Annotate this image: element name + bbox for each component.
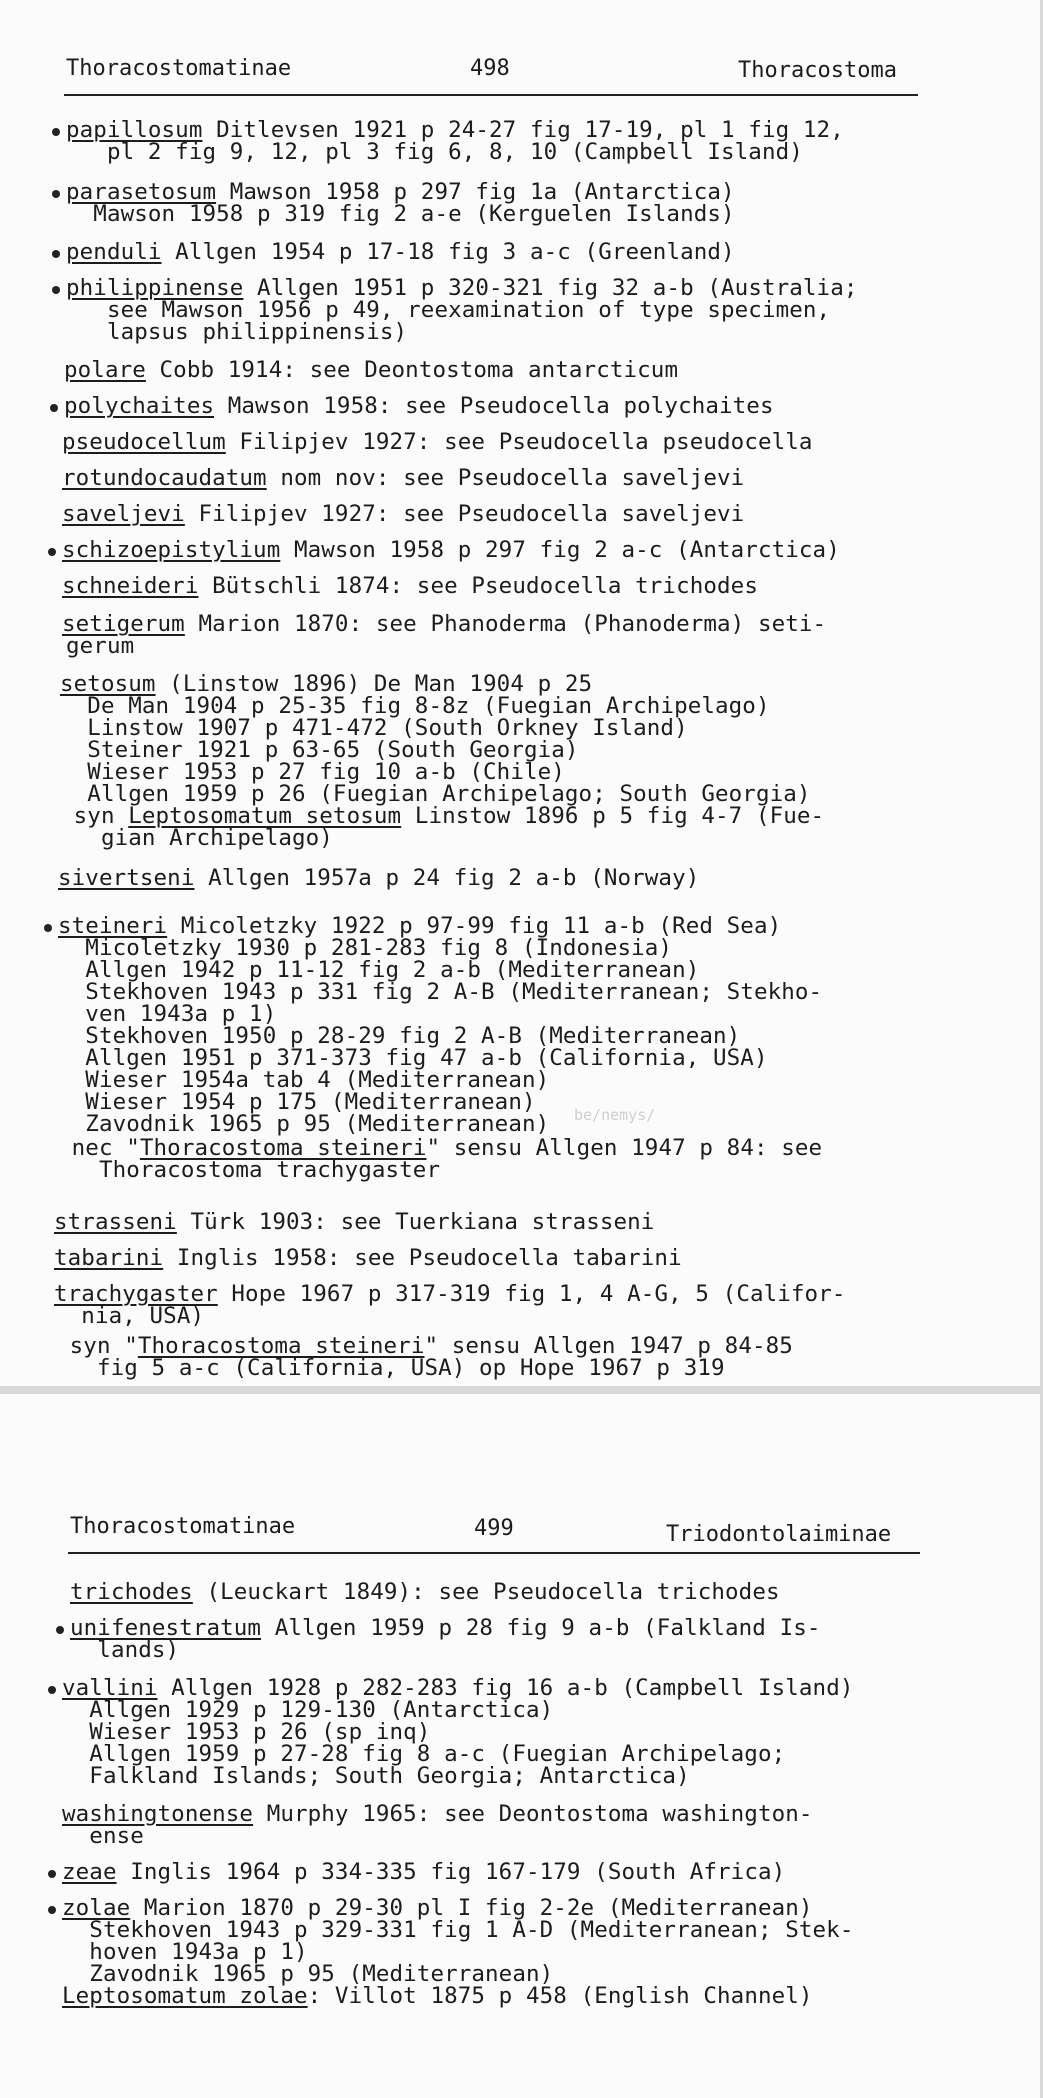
taxon-name: schizoepistylium <box>62 537 281 563</box>
citation-text: Inglis 1964 p 334-335 fig 167-179 (South Africa) <box>116 1859 786 1885</box>
citation-text: : Villot 1875 p 458 (English Channel) <box>307 1983 813 2009</box>
citation-text: Wieser 1954 p 175 (Mediterranean) <box>58 1089 536 1115</box>
citation-text: fig 5 a-c (California, USA) op Hope 1967 p 319 <box>56 1355 725 1381</box>
species-entry <box>54 1210 654 1234</box>
citation-text: Filipjev 1927: see Pseudocella saveljevi <box>184 501 745 527</box>
bullet-mark <box>52 190 60 198</box>
citation-text: Steiner 1921 p 63-65 (South Georgia) <box>60 737 579 763</box>
entry-line <box>66 202 735 226</box>
citation-text: hoven 1943a p 1) <box>62 1939 308 1965</box>
taxon-name: Leptosomatum setosum <box>128 803 402 829</box>
citation-text: Mawson 1958 p 297 fig 1a (Antarctica) <box>216 179 735 205</box>
species-entry <box>62 574 758 598</box>
species-entry <box>54 1246 682 1270</box>
species-entry <box>70 1580 780 1604</box>
taxon-name: sivertseni <box>58 865 195 891</box>
citation-text: Bütschli 1874: see Pseudocella trichodes <box>198 573 758 599</box>
taxon-name: vallini <box>62 1675 158 1701</box>
citation-text: nom nov: see Pseudocella saveljevi <box>266 465 745 491</box>
citation-text: Wieser 1953 p 26 (sp inq) <box>62 1719 431 1745</box>
citation-text: Linstow 1907 p 471-472 (South Orkney Island) <box>60 715 688 741</box>
catalogue-page-499 <box>0 1394 1040 2098</box>
citation-text: Murphy 1965: see Deontostoma washington- <box>253 1801 813 1827</box>
header-rule <box>64 94 918 96</box>
bullet-mark <box>48 548 56 556</box>
species-entry <box>66 240 735 264</box>
entry-line <box>60 826 333 850</box>
bullet-mark <box>48 1686 56 1694</box>
citation-text: Cobb 1914: see Deontostoma antarcticum <box>145 357 679 383</box>
entry-line <box>58 1112 549 1136</box>
taxon-name: zeae <box>62 1859 117 1885</box>
citation-text: Stekhoven 1943 p 331 fig 2 A-B (Mediterranean; Stekho- <box>58 979 823 1005</box>
taxon-name: trichodes <box>70 1579 193 1605</box>
citation-text: pl 2 fig 9, 12, pl 3 fig 6, 8, 10 (Campbell Island) <box>66 139 803 165</box>
citation-text: lands) <box>70 1637 180 1663</box>
header-rule <box>68 1552 920 1554</box>
entry-line <box>54 1304 204 1328</box>
bullet-mark <box>44 924 52 932</box>
entry-line <box>66 140 803 164</box>
taxon-name: trachygaster <box>54 1281 218 1307</box>
watermark-text: be/nemys/ <box>574 1106 656 1124</box>
citation-text: Zavodnik 1965 p 95 (Mediterranean) <box>62 1961 554 1987</box>
citation-text: Allgen 1959 p 27-28 fig 8 a-c (Fuegian Archipelago; <box>62 1741 786 1767</box>
bullet-mark <box>52 128 60 136</box>
citation-text: Allgen 1957a p 24 fig 2 a-b (Norway) <box>194 865 700 891</box>
citation-text: Allgen 1959 p 28 fig 9 a-b (Falkland Is- <box>261 1615 821 1641</box>
citation-text: " sensu Allgen 1947 p 84: see <box>426 1135 823 1161</box>
citation-text: gerum <box>66 633 135 659</box>
citation-text: Micoletzky 1922 p 97-99 fig 11 a-b (Red Sea) <box>167 913 782 939</box>
species-entry <box>62 538 840 562</box>
citation-text: Mawson 1958 p 297 fig 2 a-c (Antarctica) <box>280 537 840 563</box>
bullet-mark <box>48 1906 56 1914</box>
entry-line <box>62 1764 690 1788</box>
citation-text: see Mawson 1956 p 49, reexamination of type specimen, <box>66 297 831 323</box>
citation-text: Hope 1967 p 317-319 fig 1, 4 A-G, 5 (Califor- <box>217 1281 846 1307</box>
taxon-name: strasseni <box>54 1209 177 1235</box>
taxon-name: steineri <box>58 913 168 939</box>
species-entry <box>62 1860 785 1884</box>
taxon-name: polychaites <box>64 393 215 419</box>
citation-text: Wieser 1954a tab 4 (Mediterranean) <box>58 1067 550 1093</box>
citation-text: Stekhoven 1943 p 329-331 fig 1 A-D (Mediterranean; Stek- <box>62 1917 854 1943</box>
page-number: 498 <box>470 56 510 81</box>
taxon-name: penduli <box>66 239 162 265</box>
taxon-name: papillosum <box>66 117 203 143</box>
citation-text: Stekhoven 1950 p 28-29 fig 2 A-B (Mediterranean) <box>58 1023 741 1049</box>
page-header-right: Triodontolaiminae <box>666 1522 892 1547</box>
citation-text: ven 1943a p 1) <box>58 1001 277 1027</box>
entry-line <box>58 1158 440 1182</box>
species-entry <box>62 1984 813 2008</box>
citation-text: Allgen 1951 p 320-321 fig 32 a-b (Australia; <box>243 275 858 301</box>
bullet-mark <box>48 1870 56 1878</box>
species-entry <box>62 1802 813 1826</box>
taxon-name: rotundocaudatum <box>62 465 267 491</box>
species-entry <box>58 866 699 890</box>
entry-prefix: syn <box>60 803 129 829</box>
citation-text: Allgen 1954 p 17-18 fig 3 a-c (Greenland) <box>161 239 735 265</box>
citation-text: Mawson 1958 p 319 fig 2 a-e (Kerguelen Islands) <box>66 201 735 227</box>
citation-text: Filipjev 1927: see Pseudocella pseudocella <box>225 429 813 455</box>
citation-text: Allgen 1942 p 11-12 fig 2 a-b (Mediterranean) <box>58 957 700 983</box>
entry-line <box>62 1824 144 1848</box>
citation-text: " sensu Allgen 1947 p 84-85 <box>424 1333 793 1359</box>
citation-text: Wieser 1953 p 27 fig 10 a-b (Chile) <box>60 759 565 785</box>
citation-text: De Man 1904 p 25-35 fig 8-8z (Fuegian Archipelago) <box>60 693 770 719</box>
taxon-name: washingtonense <box>62 1801 254 1827</box>
entry-line <box>56 1356 725 1380</box>
bullet-mark <box>52 286 60 294</box>
citation-text: Mawson 1958: see Pseudocella polychaites <box>214 393 774 419</box>
taxon-name: Thoracostoma steineri <box>139 1135 427 1161</box>
citation-text: Marion 1870: see Phanoderma (Phanoderma) seti- <box>184 611 827 637</box>
citation-text: ense <box>62 1823 144 1849</box>
page-header-left: Thoracostomatinae <box>66 56 292 81</box>
citation-text: Marion 1870 p 29-30 pl I fig 2-2e (Mediterranean) <box>130 1895 813 1921</box>
citation-text: nia, USA) <box>54 1303 205 1329</box>
species-entry <box>62 612 826 636</box>
species-entry <box>62 466 744 490</box>
citation-text: Ditlevsen 1921 p 24-27 fig 17-19, pl 1 fig 12, <box>202 117 844 143</box>
taxon-name: setigerum <box>62 611 185 637</box>
taxon-name: parasetosum <box>66 179 217 205</box>
citation-text: Allgen 1951 p 371-373 fig 47 a-b (California, USA) <box>58 1045 768 1071</box>
citation-text: Linstow 1896 p 5 fig 4-7 (Fue- <box>401 803 825 829</box>
taxon-name: Thoracostoma steineri <box>137 1333 425 1359</box>
taxon-name: zolae <box>62 1895 131 1921</box>
species-entry <box>70 1616 821 1640</box>
taxon-name: Leptosomatum zolae <box>62 1983 308 2009</box>
citation-text: Micoletzky 1930 p 281-283 fig 8 (Indonesia) <box>58 935 673 961</box>
species-entry <box>64 394 774 418</box>
species-entry <box>62 502 744 526</box>
citation-text: (Leuckart 1849): see Pseudocella trichodes <box>192 1579 780 1605</box>
citation-text: (Linstow 1896) De Man 1904 p 25 <box>155 671 593 697</box>
taxon-name: setosum <box>60 671 156 697</box>
citation-text: Zavodnik 1965 p 95 (Mediterranean) <box>58 1111 550 1137</box>
taxon-name: tabarini <box>54 1245 164 1271</box>
citation-text: Thoracostoma trachygaster <box>58 1157 441 1183</box>
citation-text: Allgen 1959 p 26 (Fuegian Archipelago; South Georgia) <box>60 781 811 807</box>
species-entry <box>62 430 813 454</box>
entry-prefix: nec " <box>58 1135 140 1161</box>
bullet-mark <box>56 1626 64 1634</box>
page-header-right: Thoracostoma <box>738 58 897 83</box>
entry-line <box>66 634 134 658</box>
page-header-left: Thoracostomatinae <box>70 1514 296 1539</box>
citation-text: Türk 1903: see Tuerkiana strasseni <box>176 1209 655 1235</box>
bullet-mark <box>52 250 60 258</box>
taxon-name: philippinense <box>66 275 244 301</box>
citation-text: Allgen 1929 p 129-130 (Antarctica) <box>62 1697 554 1723</box>
bullet-mark <box>50 404 58 412</box>
citation-text: Allgen 1928 p 282-283 fig 16 a-b (Campbell Island) <box>157 1675 854 1701</box>
page-number: 499 <box>474 1516 514 1541</box>
citation-text: Falkland Islands; South Georgia; Antarctica) <box>62 1763 690 1789</box>
entry-line <box>66 320 407 344</box>
taxon-name: pseudocellum <box>62 429 226 455</box>
entry-line <box>70 1638 179 1662</box>
taxon-name: polare <box>64 357 146 383</box>
citation-text: gian Archipelago) <box>60 825 333 851</box>
taxon-name: unifenestratum <box>70 1615 262 1641</box>
species-entry <box>64 358 678 382</box>
entry-prefix: syn " <box>56 1333 138 1359</box>
citation-text: lapsus philippinensis) <box>66 319 408 345</box>
citation-text: Inglis 1958: see Pseudocella tabarini <box>163 1245 682 1271</box>
taxon-name: schneideri <box>62 573 199 599</box>
taxon-name: saveljevi <box>62 501 185 527</box>
